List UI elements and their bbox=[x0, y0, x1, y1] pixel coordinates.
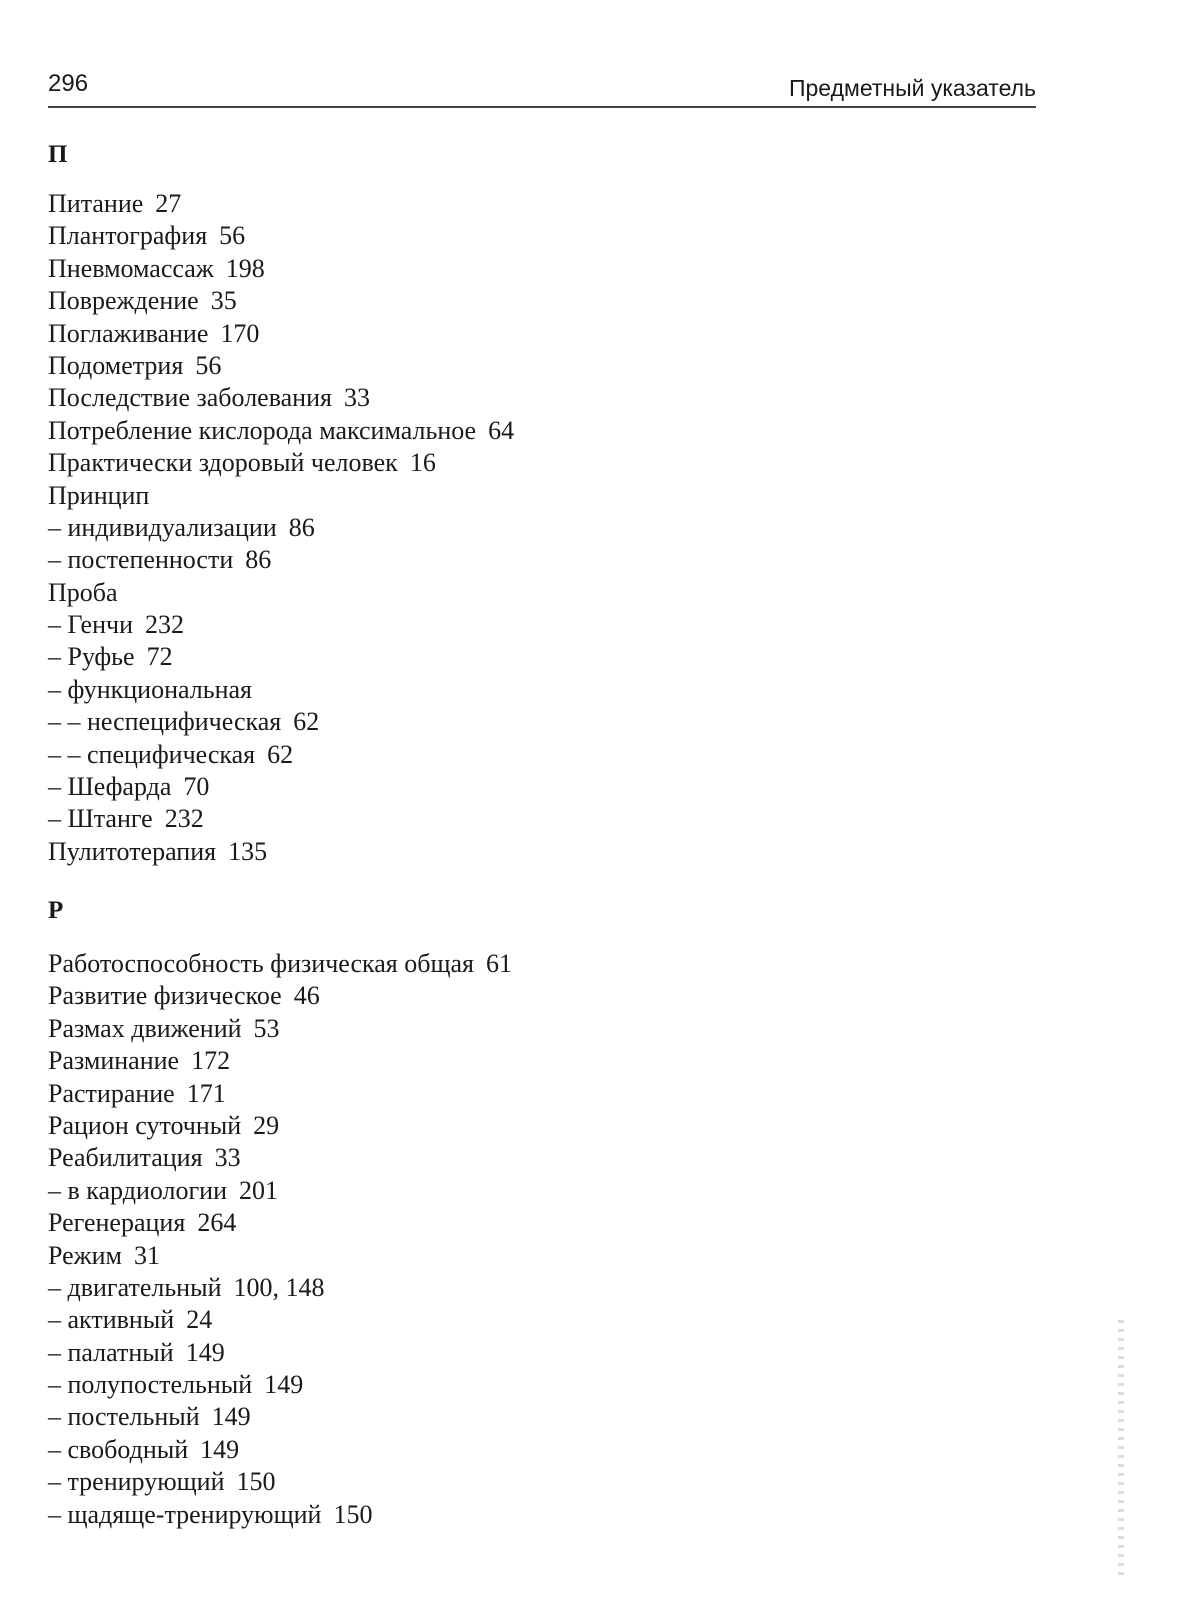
scan-artifact bbox=[1118, 1320, 1124, 1580]
index-page-ref: 232 bbox=[145, 610, 184, 640]
index-entry bbox=[48, 1369, 512, 1401]
index-entry bbox=[48, 188, 514, 220]
index-term: Реабилитация bbox=[48, 1143, 203, 1173]
index-page-ref: 70 bbox=[183, 772, 210, 802]
page-number: 296 bbox=[48, 70, 89, 97]
index-entry bbox=[48, 1045, 512, 1077]
index-term: – свободный bbox=[48, 1434, 189, 1464]
running-header bbox=[48, 70, 1036, 110]
index-term: Подометрия bbox=[48, 350, 184, 380]
index-entry bbox=[48, 1466, 512, 1498]
index-page-ref: 232 bbox=[164, 804, 204, 834]
index-page-ref: 172 bbox=[191, 1046, 231, 1076]
index-term: Пневмомассаж bbox=[48, 253, 214, 283]
index-entry bbox=[48, 980, 512, 1012]
index-entry bbox=[48, 253, 514, 285]
index-page-ref: 170 bbox=[220, 318, 260, 348]
index-term: – палатный bbox=[48, 1337, 174, 1367]
index-entry bbox=[48, 948, 512, 980]
index-term: – в кардиологии bbox=[48, 1175, 227, 1205]
index-entry bbox=[48, 350, 514, 382]
index-entry bbox=[48, 1240, 512, 1272]
index-term: – активный bbox=[48, 1305, 175, 1335]
index-page-ref: 62 bbox=[293, 707, 320, 737]
index-entry bbox=[48, 1304, 512, 1336]
index-entry bbox=[48, 415, 514, 447]
index-page-ref: 24 bbox=[186, 1305, 213, 1335]
index-term: – тренирующий bbox=[48, 1467, 225, 1497]
index-term: Плантография bbox=[48, 221, 208, 251]
index-term: Последствие заболевания bbox=[48, 383, 332, 413]
index-page-ref: 171 bbox=[186, 1078, 226, 1108]
index-term: Размах движений bbox=[48, 1013, 242, 1043]
index-page-ref: 86 bbox=[245, 545, 272, 575]
index-entry bbox=[48, 1337, 512, 1369]
index-page-ref: 149 bbox=[264, 1370, 304, 1400]
index-entry bbox=[48, 739, 514, 771]
index-entry bbox=[48, 674, 514, 706]
index-entry bbox=[48, 220, 514, 252]
index-entry bbox=[48, 609, 514, 641]
index-term: Принцип bbox=[48, 480, 150, 510]
index-term: Проба bbox=[48, 577, 118, 607]
index-page-ref: 150 bbox=[333, 1499, 373, 1529]
section-letter-p: П bbox=[48, 141, 68, 168]
index-page-ref: 149 bbox=[211, 1402, 251, 1432]
index-section-p bbox=[48, 188, 514, 868]
index-section-r bbox=[48, 948, 512, 1531]
index-page-ref: 61 bbox=[485, 949, 512, 978]
index-page-ref: 135 bbox=[228, 836, 268, 866]
index-page-ref: 201 bbox=[238, 1175, 278, 1205]
index-entry bbox=[48, 1272, 512, 1304]
section-letter-r: Р bbox=[48, 897, 64, 924]
index-page-ref: 33 bbox=[343, 383, 370, 413]
index-term: – индивидуализации bbox=[48, 512, 277, 542]
index-page-ref: 149 bbox=[185, 1337, 225, 1367]
index-term: – Руфье bbox=[48, 642, 135, 672]
index-entry bbox=[48, 1013, 512, 1045]
index-page-ref: 16 bbox=[409, 448, 436, 478]
index-entry bbox=[48, 771, 514, 803]
index-page-ref: 27 bbox=[155, 189, 182, 218]
index-entry bbox=[48, 544, 514, 576]
index-entry bbox=[48, 1499, 512, 1531]
index-page-ref: 264 bbox=[197, 1208, 237, 1238]
index-entry bbox=[48, 318, 514, 350]
index-term: – Шефарда bbox=[48, 772, 172, 802]
index-term: – двигательный bbox=[48, 1272, 222, 1302]
index-page-ref: 150 bbox=[236, 1467, 276, 1497]
index-page-ref: 53 bbox=[253, 1013, 280, 1043]
index-page-ref: 29 bbox=[253, 1110, 280, 1140]
index-term: Повреждение bbox=[48, 286, 199, 316]
index-entry bbox=[48, 706, 514, 738]
index-term: – – специфическая bbox=[48, 739, 256, 769]
index-entry bbox=[48, 447, 514, 479]
index-term: – постельный bbox=[48, 1402, 200, 1432]
index-page-ref: 100, 148 bbox=[233, 1272, 325, 1302]
index-term: Регенерация bbox=[48, 1208, 186, 1238]
index-entry bbox=[48, 285, 514, 317]
index-term: – Генчи bbox=[48, 610, 133, 640]
index-entry bbox=[48, 1142, 512, 1174]
index-term: Развитие физическое bbox=[48, 981, 282, 1011]
index-entry bbox=[48, 1078, 512, 1110]
index-entry bbox=[48, 803, 514, 835]
index-term: Растирание bbox=[48, 1078, 175, 1108]
index-term: Разминание bbox=[48, 1046, 180, 1076]
index-entry bbox=[48, 512, 514, 544]
index-term: – – неспецифическая bbox=[48, 707, 282, 737]
index-term: – Штанге bbox=[48, 804, 153, 834]
index-entry bbox=[48, 1207, 512, 1239]
index-page-ref: 64 bbox=[488, 415, 515, 445]
index-page-ref: 62 bbox=[267, 739, 294, 769]
index-page-ref: 35 bbox=[210, 286, 237, 316]
index-entry bbox=[48, 1175, 512, 1207]
running-title: Предметный указатель bbox=[788, 75, 1036, 101]
index-entry bbox=[48, 1110, 512, 1142]
index-term: – постепенности bbox=[48, 545, 234, 575]
index-entry bbox=[48, 382, 514, 414]
index-term: – функциональная bbox=[48, 674, 253, 704]
index-entry bbox=[48, 836, 514, 868]
index-term: – щадяще-тренирующий bbox=[48, 1499, 322, 1529]
index-term: Потребление кислорода максимальное bbox=[48, 415, 477, 445]
index-entry bbox=[48, 577, 514, 609]
index-term: – полупостельный bbox=[48, 1370, 253, 1400]
index-entry bbox=[48, 1401, 512, 1433]
index-page-ref: 33 bbox=[214, 1143, 241, 1173]
index-page-ref: 56 bbox=[195, 350, 222, 380]
index-term: Практически здоровый человек bbox=[48, 448, 398, 478]
index-page-ref: 46 bbox=[293, 981, 320, 1011]
index-term: Пулитотерапия bbox=[48, 836, 217, 866]
index-term: Питание bbox=[48, 189, 144, 218]
index-page-ref: 56 bbox=[219, 221, 246, 251]
index-entry bbox=[48, 480, 514, 512]
index-term: Работоспособность физическая общая bbox=[48, 949, 474, 978]
index-entry bbox=[48, 1434, 512, 1466]
index-page-ref: 31 bbox=[134, 1240, 160, 1270]
index-page-ref: 86 bbox=[288, 512, 315, 542]
index-page-ref: 72 bbox=[146, 642, 173, 672]
index-term: Режим bbox=[48, 1240, 122, 1270]
index-term: Рацион суточный bbox=[48, 1110, 242, 1140]
index-page-ref: 149 bbox=[200, 1434, 240, 1464]
header-rule bbox=[48, 106, 1036, 108]
index-entry bbox=[48, 641, 514, 673]
index-term: Поглаживание bbox=[48, 318, 209, 348]
index-page-ref: 198 bbox=[225, 253, 265, 283]
